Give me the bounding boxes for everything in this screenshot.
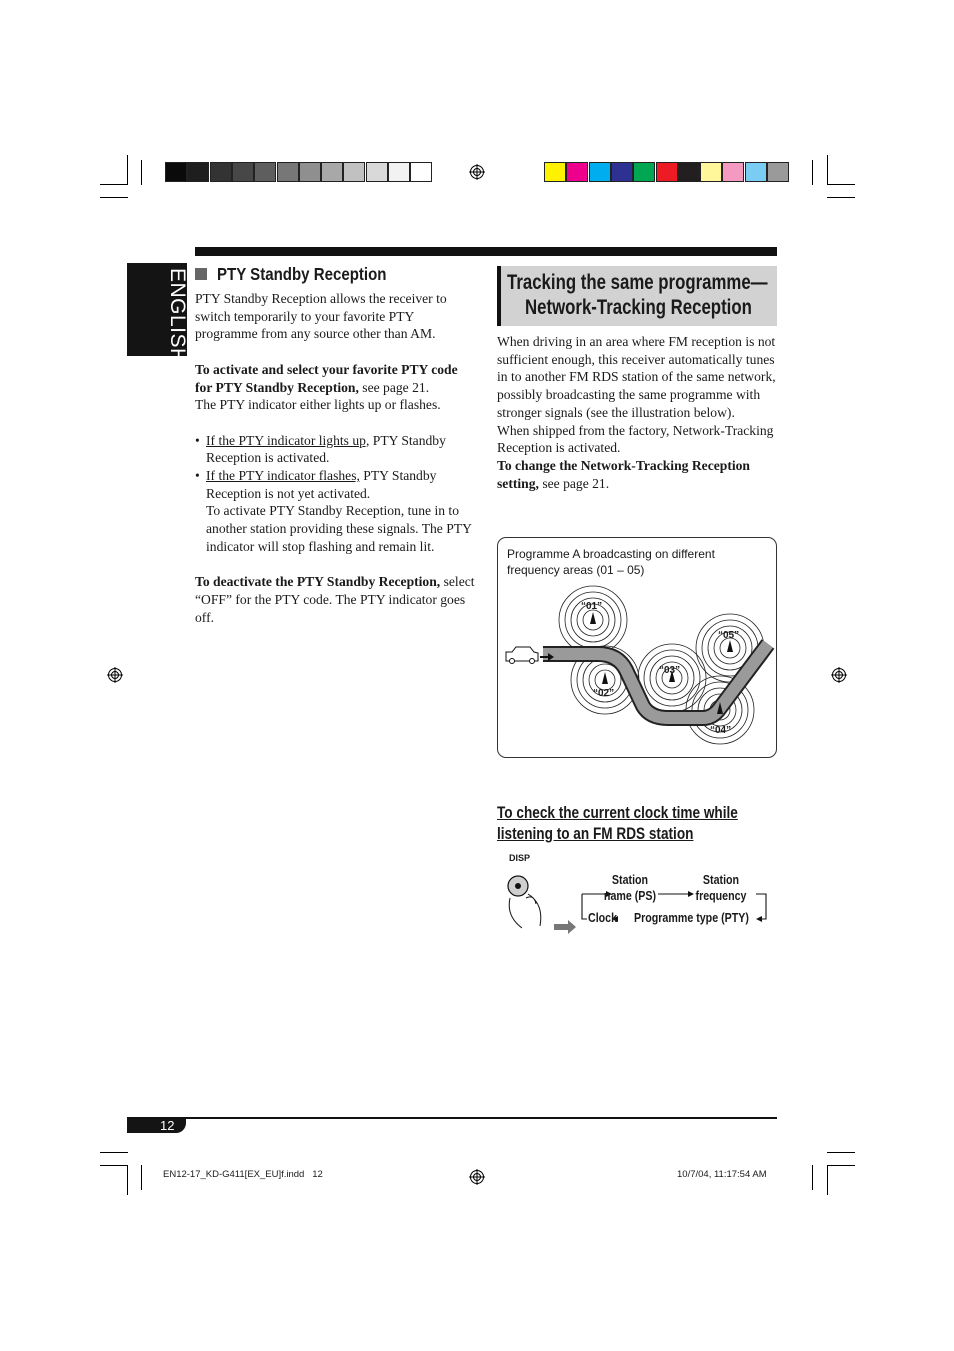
top-rule bbox=[195, 247, 777, 256]
area-label-03: “03” bbox=[659, 665, 681, 676]
illustration-caption: Programme A broadcasting on different frequency areas (01 – 05) bbox=[507, 547, 715, 577]
clock-check-heading bbox=[497, 802, 777, 844]
shipped-paragraph: When shipped from the factory, Network-Tracking Reception is activated. bbox=[497, 422, 774, 456]
color-swatch bbox=[633, 162, 655, 182]
footer-file-name: EN12-17_KD-G411[EX_EU]f.indd 12 bbox=[163, 1169, 323, 1180]
activate-rest: see page 21. bbox=[358, 379, 430, 395]
registration-mark-icon bbox=[469, 1169, 485, 1185]
gray-swatch bbox=[277, 162, 299, 182]
crop-mark bbox=[100, 1165, 128, 1166]
gray-swatch bbox=[343, 162, 365, 182]
network-tracking-illustration bbox=[497, 537, 777, 758]
color-swatch bbox=[566, 162, 588, 182]
bullet-list bbox=[195, 432, 478, 556]
tracking-paragraph: When driving in an area where FM reception is not sufficient enough, this receiver automatically tunes in to another FM RDS station of the same network, possibly broadcasting the same programme with stronger signals (see the illustration below). bbox=[497, 334, 776, 420]
crop-mark bbox=[127, 1165, 128, 1195]
footer-timestamp: 10/7/04, 11:17:54 AM bbox=[677, 1169, 767, 1180]
bullet-icon: • bbox=[195, 432, 200, 448]
finger-icon bbox=[509, 894, 541, 928]
area-label-01: “01” bbox=[581, 601, 603, 612]
area-label-05: “05” bbox=[718, 630, 740, 641]
gray-swatch bbox=[410, 162, 432, 182]
crop-mark bbox=[827, 1152, 855, 1153]
crop-mark bbox=[827, 197, 855, 198]
crop-mark bbox=[100, 197, 128, 198]
tracking-title-box bbox=[497, 266, 777, 326]
bullet-icon: • bbox=[195, 468, 200, 483]
page-number: 12 bbox=[160, 1118, 175, 1133]
color-swatch bbox=[611, 162, 633, 182]
color-swatch bbox=[589, 162, 611, 182]
gray-swatch bbox=[299, 162, 321, 182]
color-swatch bbox=[745, 162, 767, 182]
gray-swatch bbox=[165, 162, 187, 182]
clock-heading-line1: To check the current clock time while bbox=[497, 803, 738, 822]
crop-mark bbox=[141, 1165, 142, 1190]
gray-swatch bbox=[366, 162, 388, 182]
bullet1-rest: PTY Standby Reception is activated. bbox=[206, 432, 446, 466]
gray-swatch bbox=[210, 162, 232, 182]
registration-mark-icon bbox=[107, 667, 123, 683]
language-label: ENGLISH bbox=[166, 268, 189, 364]
area-label-02: “02” bbox=[593, 688, 615, 699]
crop-mark bbox=[100, 1152, 128, 1153]
gray-swatch bbox=[254, 162, 276, 182]
list-item bbox=[195, 467, 478, 556]
car-icon bbox=[506, 647, 538, 664]
flow-station-name: Station name (PS) bbox=[603, 872, 657, 903]
color-swatch bbox=[700, 162, 722, 182]
activate-bold: To activate and select your favorite PTY code for PTY Standby Reception, bbox=[195, 361, 458, 395]
change-paragraph bbox=[497, 457, 779, 492]
page-number-tab bbox=[127, 1118, 186, 1133]
change-bold: To change the Network-Tracking Reception setting, bbox=[497, 457, 750, 491]
pty-intro: PTY Standby Reception allows the receiver to switch temporarily to your favorite PTY programme from any source other than AM. bbox=[195, 291, 447, 342]
color-swatch bbox=[722, 162, 744, 182]
section-title: PTY Standby Reception bbox=[217, 264, 387, 284]
list-item bbox=[195, 432, 478, 467]
activate-paragraph bbox=[195, 361, 478, 396]
road-map-diagram bbox=[498, 538, 776, 757]
crop-mark bbox=[812, 1165, 813, 1190]
crop-mark bbox=[827, 155, 828, 185]
bullet1-underlined: If the PTY indicator lights up, bbox=[206, 432, 370, 448]
tracking-title-line2: Network-Tracking Reception bbox=[525, 296, 752, 319]
crop-mark bbox=[141, 160, 142, 185]
area-label-04: “04” bbox=[710, 725, 732, 736]
flow-station-frequency: Station frequency bbox=[695, 872, 747, 903]
disp-button-label: DISP bbox=[509, 853, 531, 863]
color-swatch bbox=[678, 162, 700, 182]
bullet2-more: To activate PTY Standby Reception, tune in to another station providing these signals. The PTY indicator will stop flashing and remain lit. bbox=[206, 503, 472, 554]
bullet2-underlined: If the PTY indicator flashes, bbox=[206, 468, 360, 483]
flow-clock: Clock bbox=[588, 910, 618, 925]
crop-mark bbox=[827, 184, 855, 185]
heading-square-icon bbox=[195, 268, 207, 280]
bullet2-rest: PTY Standby Reception is not yet activated. bbox=[206, 468, 437, 501]
registration-mark-icon bbox=[831, 667, 847, 683]
language-side-tab bbox=[127, 263, 189, 364]
tracking-title-line1: Tracking the same programme— bbox=[507, 271, 768, 294]
crop-mark bbox=[100, 184, 128, 185]
gray-swatch bbox=[232, 162, 254, 182]
color-swatch bbox=[544, 162, 566, 182]
crop-mark bbox=[812, 160, 813, 185]
deactivate-bold: To deactivate the PTY Standby Reception, bbox=[195, 574, 441, 590]
indicator-line: The PTY indicator either lights up or flashes. bbox=[195, 397, 441, 413]
color-swatch bbox=[656, 162, 678, 182]
gray-swatch bbox=[187, 162, 209, 182]
disp-press-diagram bbox=[500, 868, 580, 938]
registration-mark-icon bbox=[469, 164, 485, 180]
left-column bbox=[195, 290, 478, 626]
crop-mark bbox=[127, 155, 128, 185]
change-rest: see page 21. bbox=[538, 475, 610, 491]
gray-swatch bbox=[388, 162, 410, 182]
deactivate-paragraph bbox=[195, 573, 478, 626]
bottom-rule bbox=[127, 1117, 777, 1119]
gray-swatch bbox=[321, 162, 343, 182]
right-column-text bbox=[497, 333, 779, 492]
crop-mark bbox=[827, 1165, 855, 1166]
deactivate-rest: select “OFF” for the PTY code. The PTY indicator goes off. bbox=[195, 574, 475, 625]
color-swatch bbox=[767, 162, 789, 182]
flow-programme-type: Programme type (PTY) bbox=[634, 910, 749, 925]
crop-mark bbox=[827, 1165, 828, 1195]
clock-heading-line2: listening to an FM RDS station bbox=[497, 824, 694, 843]
